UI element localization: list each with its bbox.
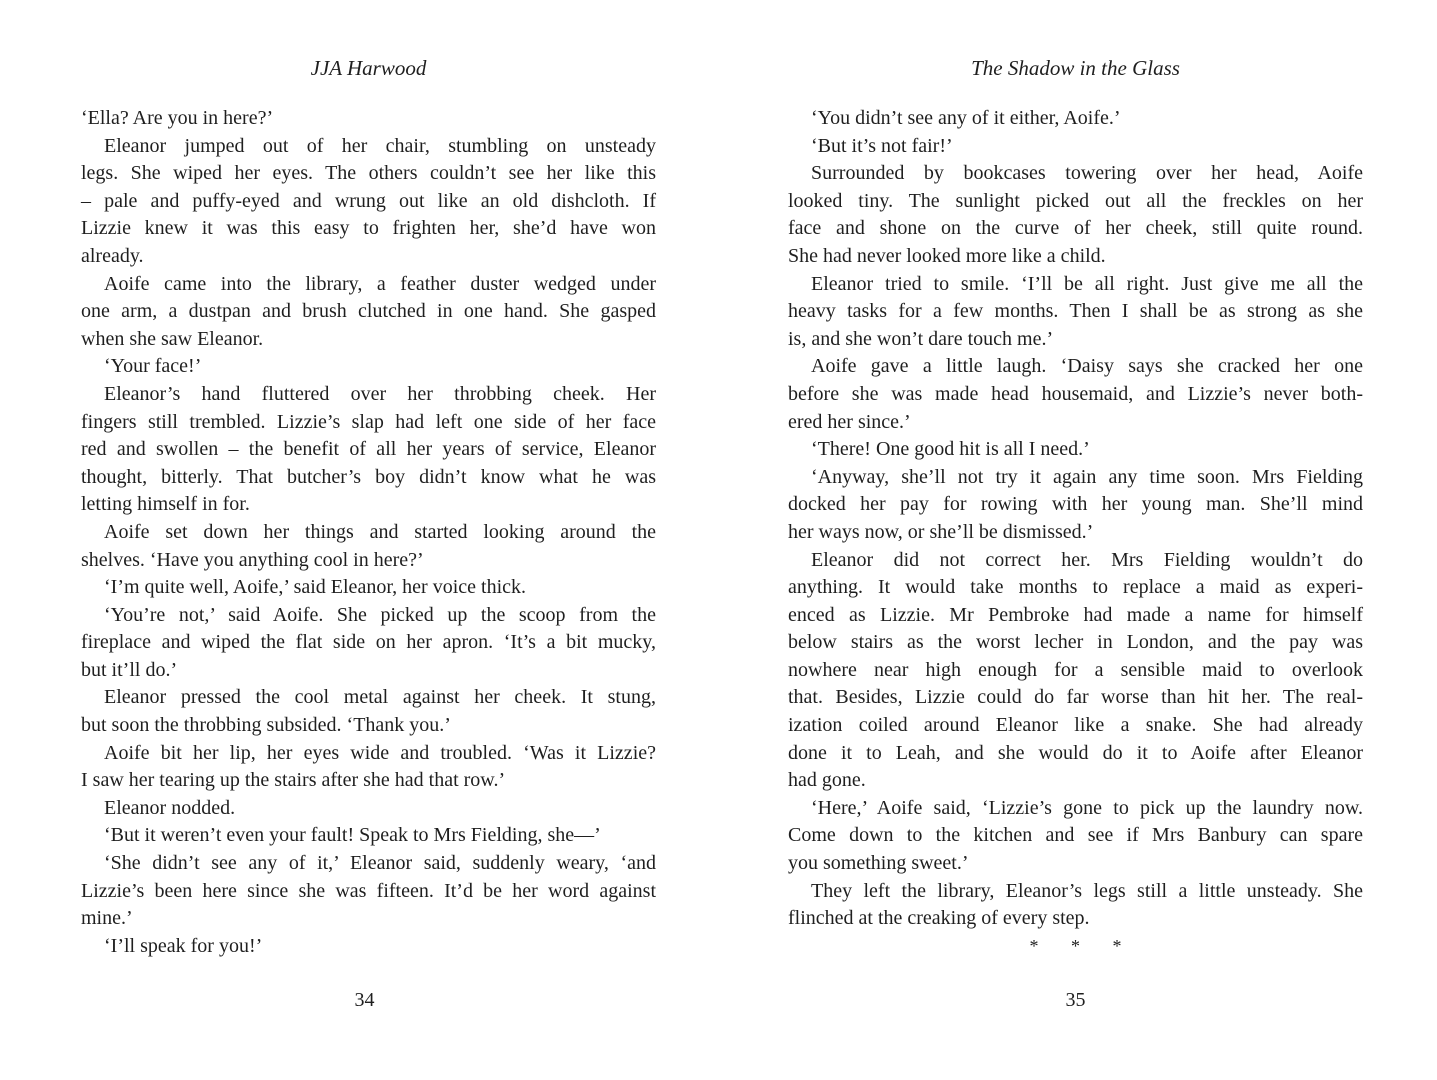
- text-line: anything. It would take months to replace a maid as experi-: [788, 576, 1363, 599]
- text-line: ‘She didn’t see any of it,’ Eleanor said, suddenly weary, ‘and: [104, 852, 656, 875]
- text-line: ‘Ella? Are you in here?’: [81, 107, 274, 129]
- text-line: face and shone on the curve of her cheek, still quite round.: [788, 217, 1363, 240]
- body-text: [81, 105, 656, 960]
- page-number: 34: [354, 989, 375, 1011]
- text-line: fingers still trembled. Lizzie’s slap had left one side of her face: [81, 410, 656, 433]
- text-line: I saw her tearing up the stairs after she had that row.’: [81, 769, 506, 792]
- text-line: fireplace and wiped the flat side on her apron. ‘It’s a bit mucky,: [81, 631, 656, 654]
- text-line: ‘You didn’t see any of it either, Aoife.’: [811, 107, 1121, 129]
- text-line: Eleanor’s hand fluttered over her throbbing cheek. Her: [104, 382, 656, 405]
- text-line: legs. She wiped her eyes. The others couldn’t see her like this: [81, 162, 656, 185]
- text-line: flinched at the creaking of every step.: [788, 907, 1090, 930]
- text-line: Lizzie knew it was this easy to frighten her, she’d have won: [81, 217, 656, 240]
- body-text: [788, 105, 1363, 960]
- text-line: already.: [81, 244, 144, 267]
- text-line: ‘You’re not,’ said Aoife. She picked up the scoop from the: [104, 603, 656, 626]
- text-line: Aoife set down her things and started looking around the: [104, 520, 656, 543]
- text-line: Surrounded by bookcases towering over her head, Aoife: [811, 162, 1363, 185]
- text-line: Aoife gave a little laugh. ‘Daisy says she cracked her one: [811, 355, 1363, 378]
- text-line: is, and she won’t dare touch me.’: [788, 327, 1054, 350]
- text-line: her ways now, or she’ll be dismissed.’: [788, 520, 1094, 543]
- text-line: ization coiled around Eleanor like a snake. She had already: [788, 714, 1363, 737]
- text-line: ‘But it weren’t even your fault! Speak to Mrs Fielding, she—’: [104, 824, 601, 847]
- text-line: before she was made head housemaid, and Lizzie’s never both-: [788, 382, 1363, 405]
- text-line: thought, bitterly. That butcher’s boy didn’t know what he was: [81, 465, 656, 488]
- left-page: [0, 0, 718, 1080]
- page-number: 35: [1065, 989, 1086, 1011]
- text-line: Aoife came into the library, a feather duster wedged under: [104, 272, 656, 295]
- text-line: Aoife bit her lip, her eyes wide and troubled. ‘Was it Lizzie?: [104, 741, 656, 764]
- text-line: Eleanor tried to smile. ‘I’ll be all right. Just give me all the: [811, 272, 1363, 295]
- text-line: enced as Lizzie. Mr Pembroke had made a name for himself: [788, 603, 1363, 626]
- text-line: below stairs as the worst lecher in London, and the pay was: [788, 631, 1363, 654]
- text-line: done it to Leah, and she would do it to Aoife after Eleanor: [788, 741, 1363, 764]
- text-line: Eleanor nodded.: [104, 796, 236, 819]
- text-line: had gone.: [788, 769, 866, 792]
- text-line: but soon the throbbing subsided. ‘Thank you.’: [81, 714, 451, 737]
- text-line: heavy tasks for a few months. Then I shall be as strong as she: [788, 300, 1363, 323]
- text-line: you something sweet.’: [788, 852, 969, 875]
- text-line: ‘I’m quite well, Aoife,’ said Eleanor, her voice thick.: [104, 576, 527, 599]
- text-line: when she saw Eleanor.: [81, 327, 264, 350]
- text-line: looked tiny. The sunlight picked out all the freckles on her: [788, 189, 1363, 212]
- text-line: ‘There! One good hit is all I need.’: [811, 438, 1090, 461]
- text-line: one arm, a dustpan and brush clutched in one hand. She gasped: [81, 300, 656, 323]
- running-head-title: The Shadow in the Glass: [971, 56, 1180, 80]
- text-line: docked her pay for rowing with her young man. She’ll mind: [788, 493, 1363, 516]
- text-line: mine.’: [81, 907, 133, 930]
- text-line: letting himself in for.: [81, 493, 250, 516]
- text-line: Eleanor pressed the cool metal against her cheek. It stung,: [104, 686, 656, 709]
- text-line: that. Besides, Lizzie could do far worse than hit her. The real-: [788, 686, 1363, 709]
- running-head-author: JJA Harwood: [310, 56, 427, 80]
- text-line: ‘Anyway, she’ll not try it again any time soon. Mrs Fielding: [811, 465, 1363, 488]
- text-line: Eleanor did not correct her. Mrs Fielding wouldn’t do: [811, 548, 1363, 571]
- text-line: ‘Your face!’: [104, 355, 202, 378]
- text-line: They left the library, Eleanor’s legs still a little unsteady. She: [811, 879, 1363, 902]
- text-line: ered her since.’: [788, 410, 911, 433]
- text-line: Come down to the kitchen and see if Mrs Banbury can spare: [788, 824, 1363, 847]
- text-line: ‘But it’s not fair!’: [811, 134, 953, 157]
- scene-break: * * *: [1029, 935, 1136, 956]
- text-line: red and swollen – the benefit of all her years of service, Eleanor: [81, 438, 656, 461]
- text-line: – pale and puffy-eyed and wrung out like an old dishcloth. If: [81, 189, 656, 212]
- text-line: She had never looked more like a child.: [788, 244, 1106, 267]
- text-line: nowhere near high enough for a sensible maid to overlook: [788, 658, 1363, 681]
- text-line: Lizzie’s been here since she was fifteen. It’d be her word against: [81, 879, 656, 902]
- right-page: [718, 0, 1437, 1080]
- text-line: shelves. ‘Have you anything cool in here?’: [81, 548, 424, 571]
- text-line: Eleanor jumped out of her chair, stumbling on unsteady: [104, 134, 656, 157]
- text-line: ‘I’ll speak for you!’: [104, 934, 263, 957]
- text-line: ‘Here,’ Aoife said, ‘Lizzie’s gone to pick up the laundry now.: [811, 796, 1363, 819]
- text-line: but it’ll do.’: [81, 658, 178, 681]
